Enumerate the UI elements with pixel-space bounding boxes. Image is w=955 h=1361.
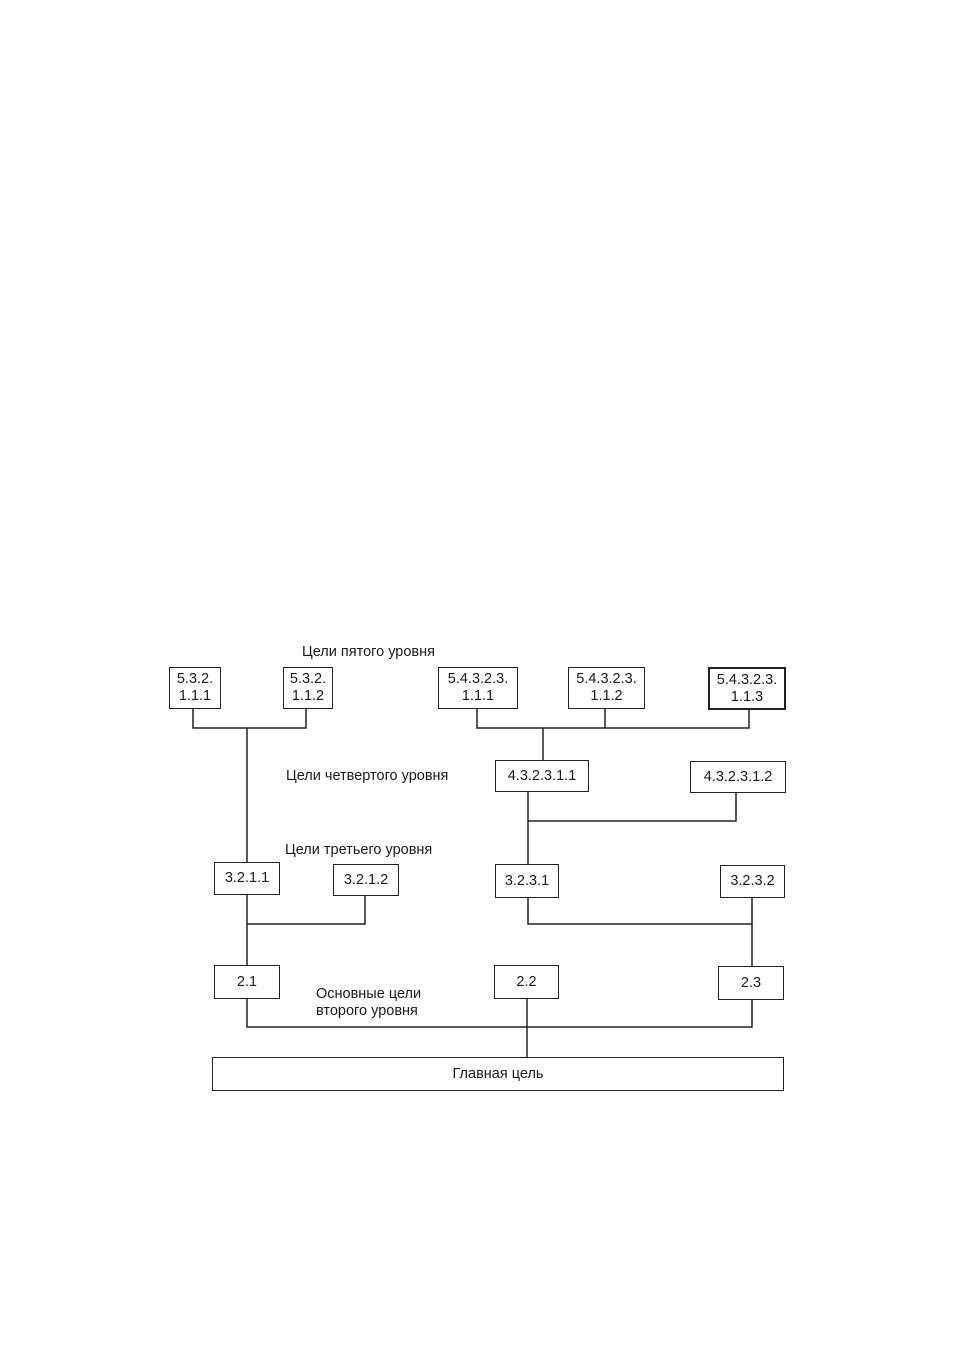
level3-label: Цели третьего уровня xyxy=(285,842,433,858)
node-5-4-3-2-3-1-1-3: 5.4.3.2.3. 1.1.3 xyxy=(708,667,786,710)
connector-3-2-3-group xyxy=(528,898,752,924)
node-5-4-3-2-3-1-1-1: 5.4.3.2.3. 1.1.1 xyxy=(438,667,518,709)
node-5-3-2-1-1-2: 5.3.2. 1.1.2 xyxy=(283,667,333,709)
node-2-3: 2.3 xyxy=(718,966,784,1000)
connector-5-4-3-group xyxy=(477,709,749,728)
node-3-2-1-1: 3.2.1.1 xyxy=(214,862,280,895)
node-3-2-1-2: 3.2.1.2 xyxy=(333,864,399,896)
node-3-2-3-2: 3.2.3.2 xyxy=(720,865,785,898)
level4-label: Цели четвертого уровня xyxy=(286,768,449,784)
node-4-3-2-3-1-1: 4.3.2.3.1.1 xyxy=(495,760,589,792)
node-2-1: 2.1 xyxy=(214,965,280,999)
connector-3-2-1-2-join xyxy=(247,896,365,924)
node-3-2-3-1: 3.2.3.1 xyxy=(495,864,559,898)
node-5-4-3-2-3-1-1-2: 5.4.3.2.3. 1.1.2 xyxy=(568,667,645,709)
node-4-3-2-3-1-2: 4.3.2.3.1.2 xyxy=(690,761,786,793)
connector-4-3-2-3-1-2-join xyxy=(528,793,736,821)
node-5-3-2-1-1-1: 5.3.2. 1.1.1 xyxy=(169,667,221,709)
level2-label: Основные цели второго уровня xyxy=(316,986,422,1019)
connector-5-3-2-group xyxy=(193,709,306,728)
node-main-goal: Главная цель xyxy=(212,1057,784,1091)
node-2-2: 2.2 xyxy=(494,965,559,999)
level5-label: Цели пятого уровня xyxy=(302,644,435,660)
